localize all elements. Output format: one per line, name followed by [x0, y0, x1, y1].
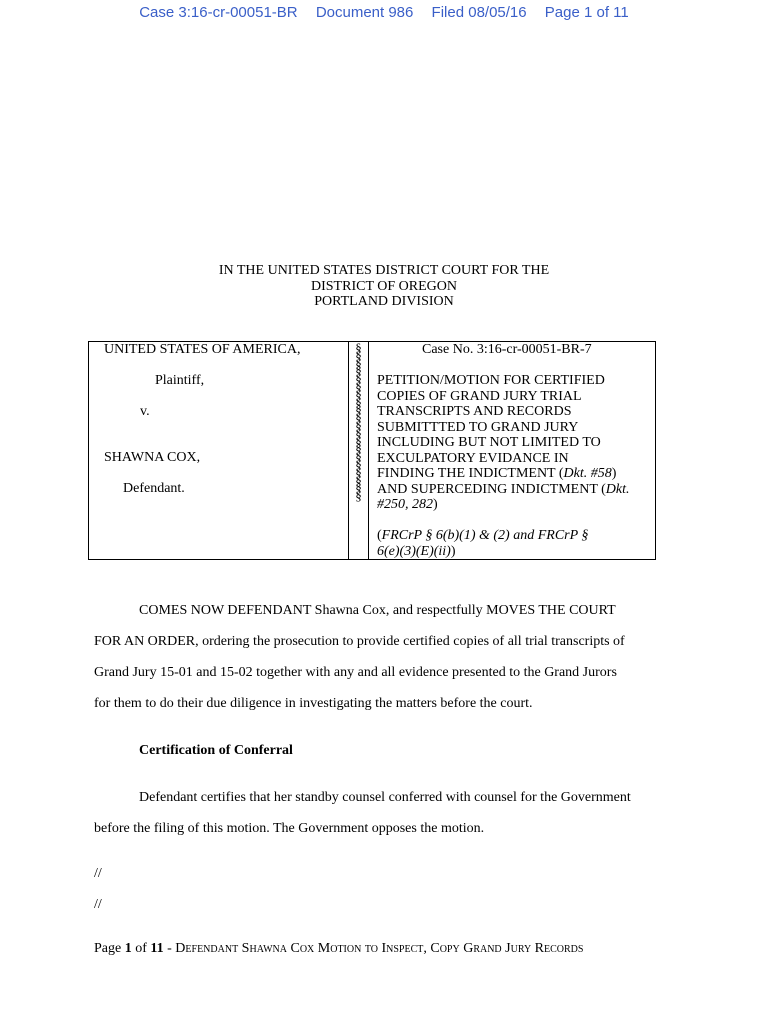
case-caption-table — [88, 341, 656, 560]
paragraph-line: Grand Jury 15-01 and 15-02 together with any and all evidence presented to the Grand Jurors — [94, 665, 617, 680]
paragraph-line: FOR AN ORDER, ordering the prosecution to provide certified copies of all trial transcripts of — [94, 634, 625, 649]
petition-line-docket — [377, 497, 655, 513]
case-number-stamp: Case 3:16-cr-00051-BR — [139, 4, 298, 21]
slash-marks — [94, 858, 674, 920]
paren-close: ) — [611, 466, 617, 481]
rule-citation — [377, 528, 649, 559]
paragraph-line — [94, 595, 674, 626]
footer-separator: - — [163, 941, 176, 956]
document-number-stamp: Document 986 — [315, 4, 414, 21]
defendant-name: SHAWNA COX, — [104, 450, 201, 465]
case-number: Case No. 3:16-cr-00051-BR-7 — [422, 342, 592, 357]
defendant-role: Defendant. — [123, 481, 185, 496]
rule-text: 6(e)(3)(E)(ii) — [377, 543, 451, 559]
paragraph-line: before the filing of this motion. The Government opposes the motion. — [94, 821, 485, 836]
petition-line: COPIES OF GRAND JURY TRIAL — [377, 388, 582, 404]
plaintiff-name: UNITED STATES OF AMERICA, — [104, 342, 301, 357]
slash-line: // — [94, 897, 102, 912]
section-mark-column — [349, 342, 369, 559]
paren-close: ) — [450, 543, 456, 559]
filed-date-stamp: Filed 08/05/16 — [431, 4, 527, 21]
petition-line-superceding — [377, 482, 655, 498]
paragraph-line: for them to do their due diligence in investigating the matters before the court. — [94, 696, 533, 711]
footer-of-word: of — [131, 941, 151, 956]
petition-line-finding — [377, 466, 655, 482]
conferral-heading — [94, 735, 674, 766]
paren-open: ( — [377, 528, 382, 543]
rule-text: FRCrP § 6(b)(1) & (2) and FRCrP § — [381, 528, 589, 543]
footer-page-total: 11 — [150, 941, 164, 956]
footer-page-word: Page — [94, 941, 125, 956]
versus-label: v. — [140, 404, 150, 419]
page-footer — [94, 941, 583, 957]
court-line-2: DISTRICT OF OREGON — [311, 278, 457, 294]
petition-line: PETITION/MOTION FOR CERTIFIED — [377, 373, 605, 388]
court-line-1: IN THE UNITED STATES DISTRICT COURT FOR THE — [218, 263, 550, 278]
paren-close: ) — [433, 497, 438, 512]
footer-title: Defendant Shawna Cox Motion to Inspect, Copy Grand Jury Records — [175, 941, 584, 956]
petition-line: INCLUDING BUT NOT LIMITED TO — [377, 435, 601, 450]
docket-cite: Dkt. #58 — [563, 466, 612, 481]
motion-intro-paragraph — [94, 595, 674, 719]
docket-cite: #250, 282 — [377, 497, 433, 512]
heading-text: Certification of Conferral — [139, 743, 293, 758]
caption-title-column — [370, 342, 655, 559]
footer-page-number: 1 — [124, 941, 132, 956]
line-text: COMES NOW DEFENDANT Shawna Cox, and respectfully MOVES THE COURT — [139, 603, 616, 618]
page-count-stamp: Page 1 of 11 — [544, 4, 629, 21]
plaintiff-role: Plaintiff, — [155, 373, 205, 388]
slash-line: // — [94, 866, 102, 881]
petition-line: TRANSCRIPTS AND RECORDS — [377, 404, 572, 419]
rule-line-1 — [377, 528, 649, 544]
section-marks: § § § § § § § § § § § § § § § § § § § § — [355, 340, 362, 504]
conferral-paragraph — [94, 782, 674, 844]
court-line-3: PORTLAND DIVISION — [314, 294, 454, 309]
petition-title — [377, 373, 655, 513]
docket-cite: Dkt. — [605, 481, 630, 497]
rule-line-2 — [377, 544, 649, 560]
court-heading — [0, 263, 768, 310]
caption-parties-column — [89, 342, 349, 559]
petition-line: EXCULPATORY EVIDANCE IN — [377, 450, 569, 466]
superceding-text: AND SUPERCEDING INDICTMENT ( — [377, 481, 606, 497]
paragraph-line — [94, 782, 674, 813]
petition-line: SUBMITTTED TO GRAND JURY — [377, 419, 579, 435]
line-text: Defendant certifies that her standby counsel conferred with counsel for the Government — [139, 790, 631, 805]
ecf-header-stamp — [0, 4, 768, 21]
finding-text: FINDING THE INDICTMENT ( — [377, 466, 564, 481]
